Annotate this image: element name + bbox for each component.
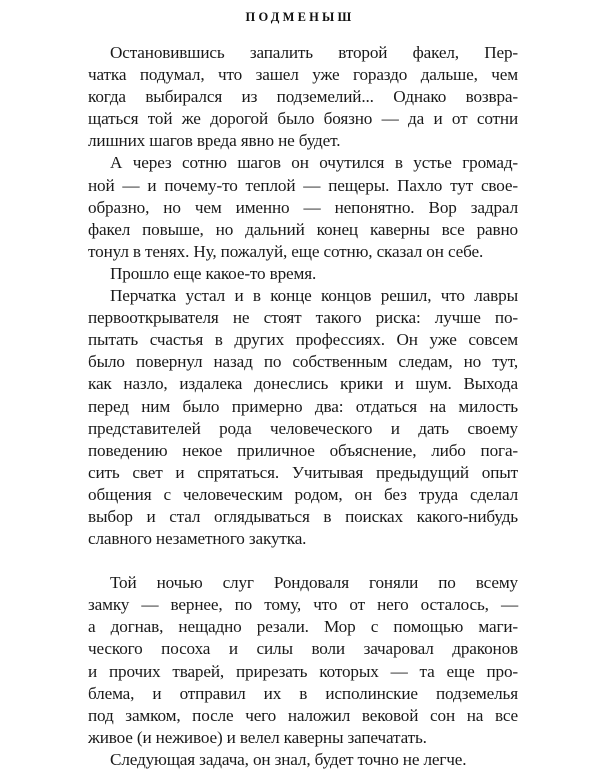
text-line: сить свет и спрятаться. Учитывая предыдущий опыт [88,462,518,482]
text-line: пытать счастья в других профессиях. Он уже совсем [88,330,518,350]
text-line: славного незаметного закутка. [88,529,307,549]
text-line: под замком, после чего наложил вековой сон на все [88,705,518,725]
section-break [88,550,518,572]
text-line: чатка подумал, что зашел уже гораздо дальше, чем [88,65,518,85]
text-line: когда выбирался из подземелий... Однако возвра- [88,87,518,107]
text-line: Перчатка устал и в конце концов решил, что лавры [110,286,518,306]
body-text [88,42,518,771]
paragraph [88,152,518,262]
paragraph [88,42,518,152]
text-line: образно, но чем именно — непонятно. Вор задрал [88,197,518,217]
text-line: щаться той же дорогой было боязно — да и от сотни [88,109,518,129]
paragraph [88,749,518,771]
text-line: было повернул назад по собственным следам, но тут, [88,352,518,372]
text-line: Той ночью слуг Рондоваля гоняли по всему [110,573,518,593]
text-line: замку — вернее, по тому, что от него осталось, — [88,595,518,615]
paragraph [88,285,518,550]
text-line: лишних шагов вреда явно не будет. [88,131,341,151]
text-line: как назло, издалека донеслись крики и шум. Выхода [88,374,518,394]
text-line: поведению некое приличное объяснение, либо погa- [88,440,518,460]
text-line: Следующая задача, он знал, будет точно не легче. [110,749,467,769]
paragraph [88,263,518,285]
text-line: перед ним было примерно два: отдаться на милость [88,396,518,416]
text-line: а догнав, нещадно резали. Мор с помощью маги- [88,617,518,637]
text-line: ной — и почему-то теплой — пещеры. Пахло тут свое- [88,175,518,195]
text-line: общения с человеческим родом, он без труда сделал [88,484,518,504]
running-head: ПОДМЕНЫШ [245,10,355,24]
text-line: факел повыше, но дальний конец каверны все равно [88,219,518,239]
paragraph [88,572,518,749]
text-line: выбор и стал оглядываться в поисках какого-нибудь [88,506,518,526]
text-line: А через сотню шагов он очутился в устье громад- [110,153,518,173]
text-line: и прочих тварей, прирезать которых — та еще про- [88,661,518,681]
text-line: блема, и отправил их в исполинские подземелья [88,683,518,703]
text-line: представителей рода человеческого и дать своему [88,418,518,438]
text-line: Прошло еще какое-то время. [110,263,317,283]
text-line: тонул в тенях. Ну, пожалуй, еще сотню, сказал он себе. [88,241,484,261]
text-line: Остановившись запалить второй факел, Пер- [110,43,518,62]
text-line: первооткрывателя не стоят такого риска: лучше по- [88,308,518,328]
text-line: живое (и неживое) и велел каверны запечатать. [88,727,427,747]
text-line: ческого посоха и силы воли зачаровал драконов [88,639,518,659]
